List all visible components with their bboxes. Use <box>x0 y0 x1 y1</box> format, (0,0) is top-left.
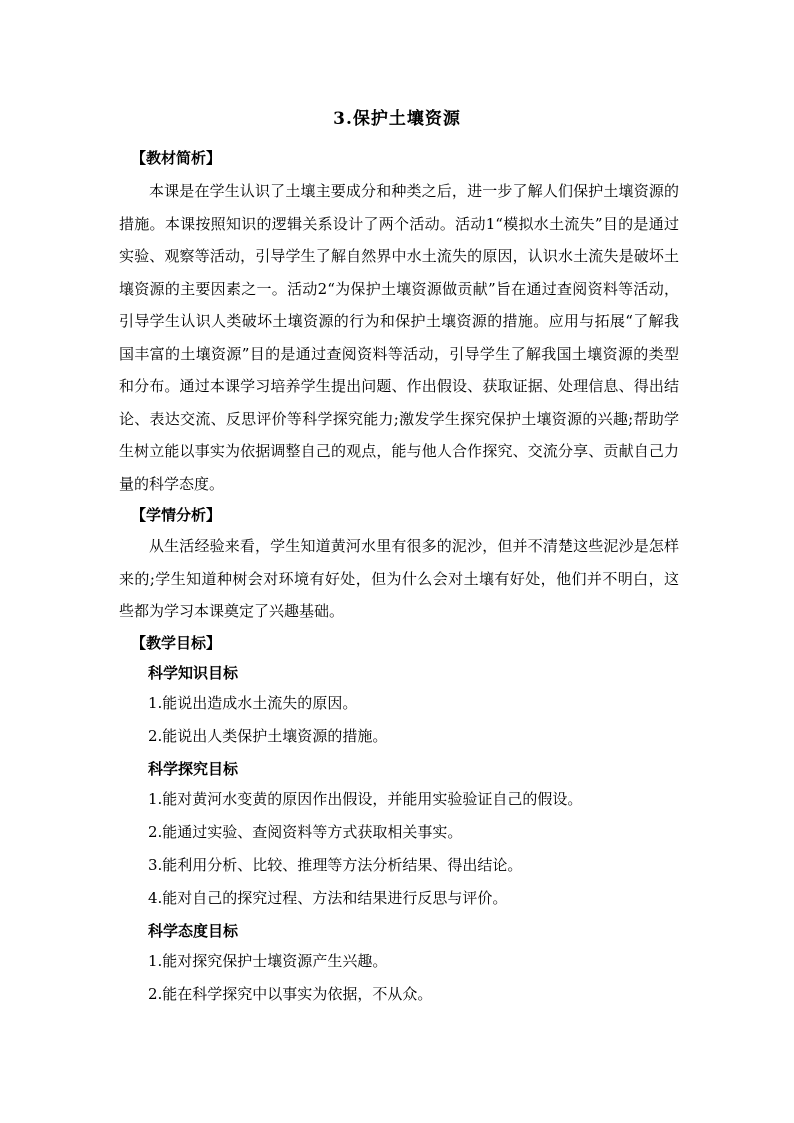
attitude-goal-item: 1.能对探究保护士壤资源产生兴趣。 <box>148 951 388 970</box>
inquiry-goal-item: 1.能对黄河水变黄的原因作出假设，并能用实验验证自己的假设。 <box>148 789 583 808</box>
inquiry-goals-title: 科学探究目标 <box>148 759 239 778</box>
attitude-goal-item: 2.能在科学探究中以事实为依据，不从众。 <box>148 984 433 1003</box>
section-heading-students: 【学情分析】 <box>131 506 222 524</box>
section-heading-goals: 【教学目标】 <box>131 633 222 652</box>
inquiry-goal-item: 3.能利用分析、比较、推理等方法分析结果、得出结论。 <box>148 855 523 874</box>
students-paragraph: 从生活经验来看，学生知道黄河水里有很多的泥沙，但并不清楚这些泥沙是怎样来的;学生知道种树会对环境有好处，但为什么会对土壤有好处，他们并不明白，这些都为学习本课奠定了兴趣基础。 <box>119 537 679 620</box>
knowledge-goals-title: 科学知识目标 <box>148 663 239 682</box>
material-paragraph: 本课是在学生认识了土壤主要成分和种类之后，进一步了解人们保护土壤资源的措施。本课按照知识的逻辑关系设计了两个活动。活动1“模拟水土流失”目的是通过实验、观察等活动，引导学生了解自然界中水土流失的原因，认识水土流失是破坏土壤资源的主要因素之一。活动2“为保护土壤资源做贡献”旨在通过查阅资料等活动，引导学生认识人类破坏土壤资源的行为和保护土壤资源的措施。应用与拓展“了解我国丰富的土壤资源”目的是通过查阅资料等活动，引导学生了解我国土壤资源的类型和分布。通过本课学习培养学生提出问题、作出假设、获取证据、处理信息、得出结论、表达交流、反思评价等科学探究能力;激发学生探究保护土壤资源的兴趣;帮助学生树立能以事实为依据调整自己的观点，能与他人合作探究、交流分享、贡献自己力量的科学态度。 <box>119 182 679 493</box>
page-title: 3.保护土壤资源 <box>333 109 461 129</box>
attitude-goals-title: 科学态度目标 <box>148 921 239 940</box>
inquiry-goal-item: 4.能对自己的探究过程、方法和结果进行反思与评价。 <box>148 888 508 907</box>
knowledge-goal-item: 2.能说出人类保护土壤资源的措施。 <box>148 726 388 745</box>
document-body <box>119 143 679 1012</box>
inquiry-goal-item: 2.能通过实验、查阅资料等方式获取相关事实。 <box>148 822 463 841</box>
knowledge-goal-item: 1.能说出造成水土流失的原因。 <box>148 693 358 712</box>
section-heading-material: 【教材简析】 <box>131 149 222 167</box>
